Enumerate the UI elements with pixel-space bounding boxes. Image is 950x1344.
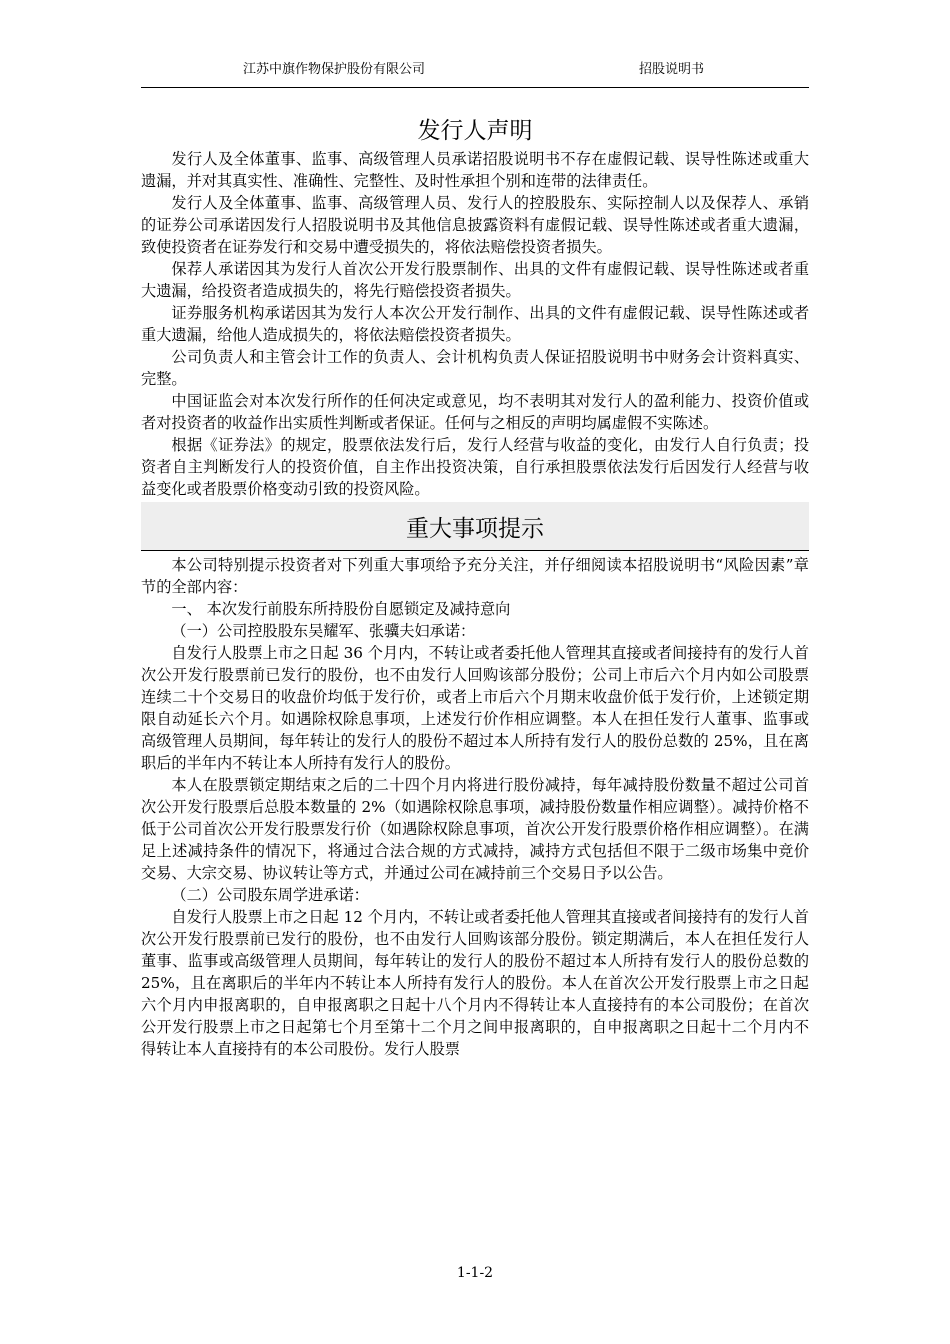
major-matters-subheading: （一）公司控股股东吴耀军、张骥夫妇承诺：	[171, 622, 476, 640]
declaration-paragraph: 发行人及全体董事、监事、高级管理人员、发行人的控股股东、实际控制人以及保荐人、承销的证券公司承诺因发行人招股说明书及其他信息披露资料有虚假记载、误导性陈述或者重大遗漏，致使投资者在证券发行和交易中遭受损失的，将依法赔偿投资者损失。	[141, 194, 809, 256]
declaration-paragraph: 证券服务机构承诺因其为发行人本次公开发行制作、出具的文件有虚假记载、误导性陈述或者重大遗漏，给他人造成损失的，将依法赔偿投资者损失。	[141, 304, 809, 344]
header-company-name: 江苏中旗作物保护股份有限公司	[243, 62, 426, 77]
declaration-paragraph: 发行人及全体董事、监事、高级管理人员承诺招股说明书不存在虚假记载、误导性陈述或重大遗漏，并对其真实性、准确性、完整性、及时性承担个别和连带的法律责任。	[141, 150, 809, 190]
major-matters-paragraph: 本人在股票锁定期结束之后的二十四个月内将进行股份减持，每年减持股份数量不超过公司首次公开发行股票后总股本数量的 2%（如遇除权除息事项，减持股份数量作相应调整）。减持价格不低于公司首次公开发行股票发行价（如遇除权除息事项，首次公开发行股票价格作相应调整）。在满足上述减持条件的情况下，将通过合法合规的方式减持，减持方式包括但不限于二级市场集中竞价交易、大宗交易、协议转让等方式，并通过公司在减持前三个交易日予以公告。	[141, 776, 809, 882]
declaration-paragraph: 保荐人承诺因其为发行人首次公开发行股票制作、出具的文件有虚假记载、误导性陈述或者重大遗漏，给投资者造成损失的，将先行赔偿投资者损失。	[141, 260, 809, 300]
major-matters-paragraph: 本公司特别提示投资者对下列重大事项给予充分关注，并仔细阅读本招股说明书“风险因素”章节的全部内容：	[141, 556, 809, 596]
declaration-paragraph: 公司负责人和主管会计工作的负责人、会计机构负责人保证招股说明书中财务会计资料真实、完整。	[141, 348, 809, 388]
page-number: 1-1-2	[456, 1265, 494, 1281]
major-matters-subheading: （二）公司股东周学进承诺：	[171, 886, 369, 904]
header-document-type: 招股说明书	[639, 62, 705, 77]
header-rule	[141, 87, 809, 88]
page-content	[141, 116, 809, 1060]
declaration-title: 发行人声明	[417, 118, 533, 144]
major-matters-heading	[141, 502, 809, 551]
major-matters-title: 重大事项提示	[406, 515, 544, 542]
major-matters-paragraph: 自发行人股票上市之日起 12 个月内，不转让或者委托他人管理其直接或者间接持有的发行人首次公开发行股票前已发行的股份，也不由发行人回购该部分股份。锁定期满后，本人在担任发行人董事、监事或高级管理人员期间，每年转让的发行人的股份不超过本人所持有发行人的股份总数的 25%，且在离职后的半年内不转让本人所持有发行人的股份。本人在首次公开发行股票上市之日起六个月内申报离职的，自申报离职之日起十八个月内不得转让本人直接持有的本公司股份；在首次公开发行股票上市之日起第七个月至第十二个月之间申报离职的，自申报离职之日起十二个月内不得转让本人直接持有的本公司股份。发行人股票	[141, 908, 809, 1058]
declaration-paragraph: 根据《证券法》的规定，股票依法发行后，发行人经营与收益的变化，由发行人自行负责；投资者自主判断发行人的投资价值，自主作出投资决策，自行承担股票依法发行后因发行人经营与收益变化或者股票价格变动引致的投资风险。	[141, 436, 809, 498]
page-header	[141, 58, 809, 82]
major-matters-paragraph: 自发行人股票上市之日起 36 个月内，不转让或者委托他人管理其直接或者间接持有的发行人首次公开发行股票前已发行的股份，也不由发行人回购该部分股份；公司上市后六个月内如公司股票连续二十个交易日的收盘价均低于发行价，或者上市后六个月期末收盘价低于发行价，上述锁定期限自动延长六个月。如遇除权除息事项，上述发行价作相应调整。本人在担任发行人董事、监事或高级管理人员期间，每年转让的发行人的股份不超过本人所持有发行人的股份总数的 25%，且在离职后的半年内不转让本人所持有发行人的股份。	[141, 644, 809, 772]
major-matters-subheading: 一、 本次发行前股东所持股份自愿锁定及减持意向	[171, 600, 511, 618]
declaration-paragraph: 中国证监会对本次发行所作的任何决定或意见，均不表明其对发行人的盈利能力、投资价值或者对投资者的收益作出实质性判断或者保证。任何与之相反的声明均属虚假不实陈述。	[141, 392, 809, 432]
